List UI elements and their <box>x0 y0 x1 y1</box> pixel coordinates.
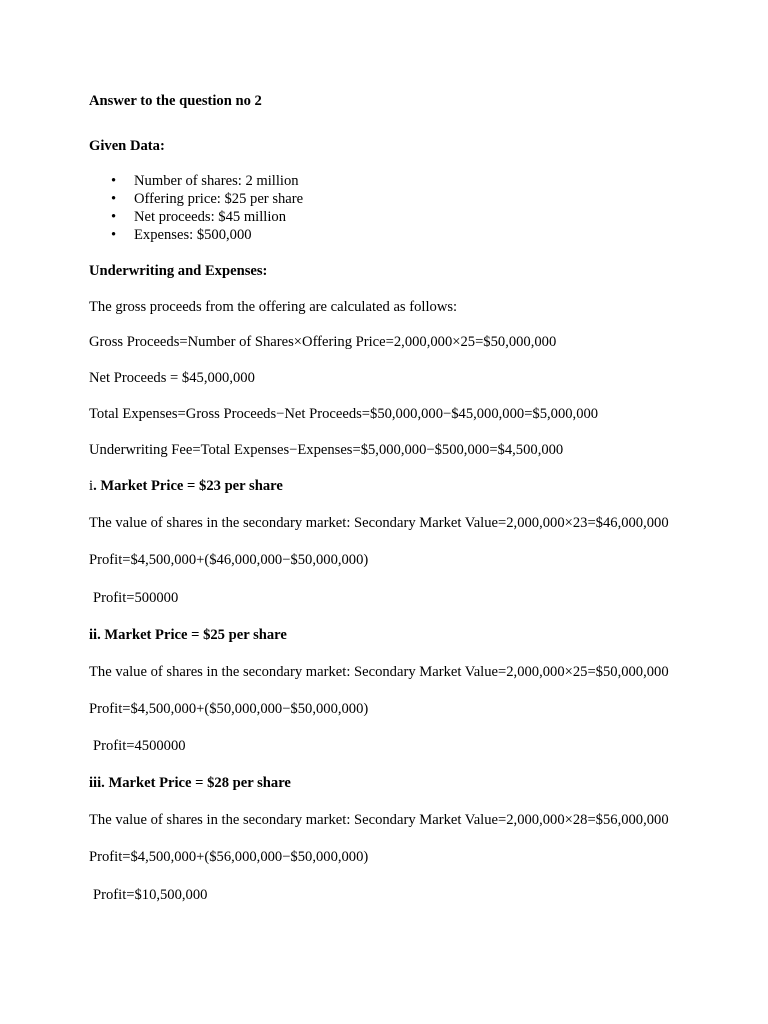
case1-profit-result: Profit=500000 <box>93 590 179 606</box>
bullet-icon: • <box>111 173 117 189</box>
answer-heading: Answer to the question no 2 <box>89 93 262 109</box>
case2-profit-formula: Profit=$4,500,000+($50,000,000−$50,000,000) <box>89 701 369 717</box>
case2-title: ii. Market Price = $25 per share <box>89 627 287 643</box>
total-expenses-formula: Total Expenses=Gross Proceeds−Net Proceeds=$50,000,000−$45,000,000=$5,000,000 <box>89 406 599 422</box>
case2-value-line: The value of shares in the secondary market: Secondary Market Value=2,000,000×25=$50,000,000 <box>89 664 669 680</box>
case1-value-line: The value of shares in the secondary market: Secondary Market Value=2,000,000×23=$46,000,000 <box>89 515 669 531</box>
given-data-list <box>89 172 303 244</box>
case1-profit-formula: Profit=$4,500,000+($46,000,000−$50,000,000) <box>89 552 369 568</box>
case1-prefix: i <box>89 478 94 494</box>
case2-profit-result: Profit=4500000 <box>93 738 186 754</box>
underwriting-fee-formula: Underwriting Fee=Total Expenses−Expenses=$5,000,000−$500,000=$4,500,000 <box>89 442 564 458</box>
case3-profit-result: Profit=$10,500,000 <box>93 887 208 903</box>
list-item: • Net proceeds: $45 million <box>111 209 286 225</box>
bullet-icon: • <box>111 227 117 243</box>
gross-proceeds-intro: The gross proceeds from the offering are calculated as follows: <box>89 299 458 315</box>
bullet-icon: • <box>111 191 117 207</box>
net-proceeds-line: Net Proceeds = $45,000,000 <box>89 370 255 386</box>
gross-proceeds-formula: Gross Proceeds=Number of Shares×Offering Price=2,000,000×25=$50,000,000 <box>89 334 557 350</box>
underwriting-title: Underwriting and Expenses: <box>89 263 268 279</box>
case3-profit-formula: Profit=$4,500,000+($56,000,000−$50,000,000) <box>89 849 369 865</box>
case1-title-text: . Market Price = $23 per share <box>93 478 283 494</box>
list-item: • Expenses: $500,000 <box>111 227 252 243</box>
bullet-icon: • <box>111 209 117 225</box>
list-item: • Number of shares: 2 million <box>111 173 299 189</box>
case1-title <box>89 477 283 495</box>
case3-title: iii. Market Price = $28 per share <box>89 775 291 791</box>
given-data-title: Given Data: <box>89 138 165 154</box>
list-item: • Offering price: $25 per share <box>111 191 304 207</box>
case3-value-line: The value of shares in the secondary market: Secondary Market Value=2,000,000×28=$56,000,000 <box>89 812 669 828</box>
